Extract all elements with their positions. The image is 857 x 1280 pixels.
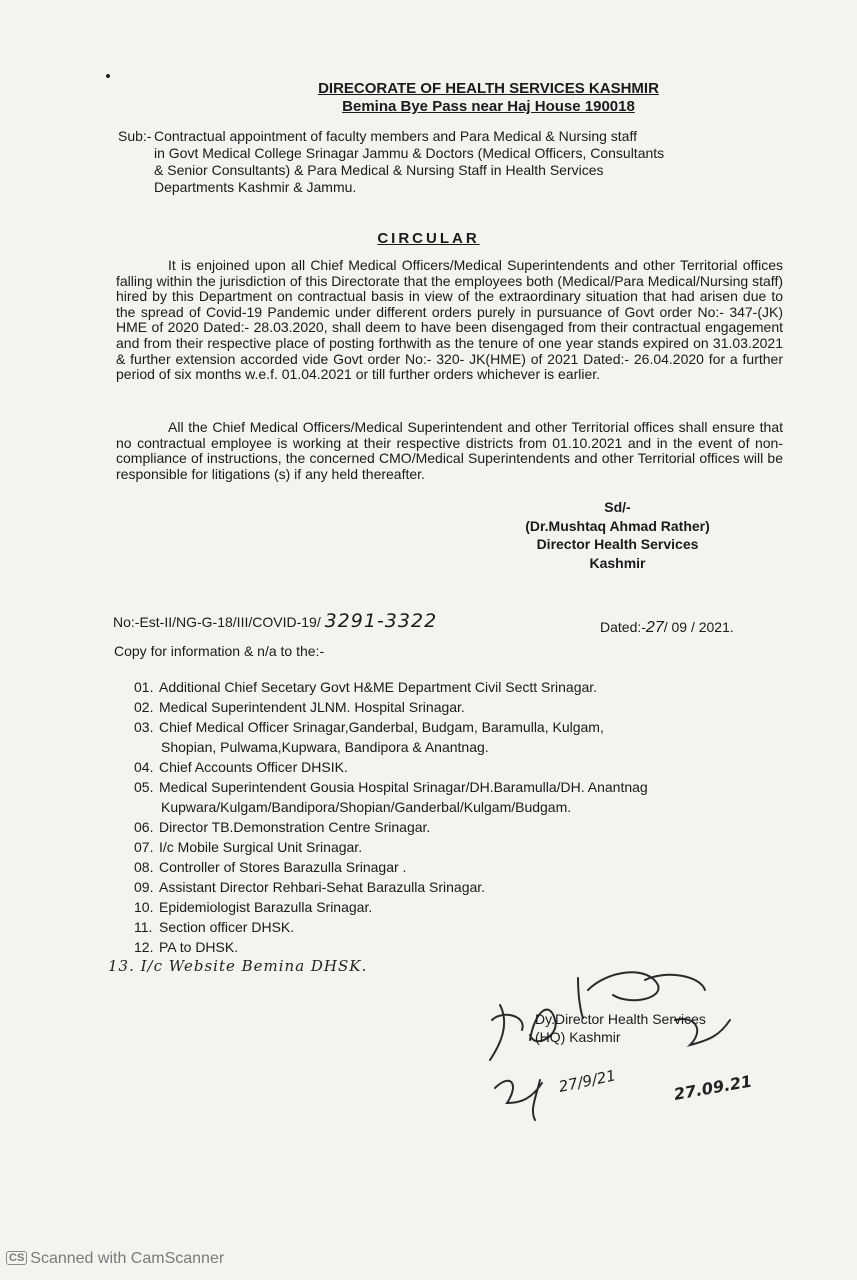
list-item-number: 06. (134, 819, 154, 835)
list-item-text: Director TB.Demonstration Centre Srinagar. (159, 819, 431, 835)
list-item (134, 857, 654, 877)
office-title: DIRECORATE OF HEALTH SERVICES KASHMIR (318, 80, 659, 97)
signatory-name: (Dr.Mushtaq Ahmad Rather) (525, 517, 710, 534)
circular-title: CIRCULAR (377, 230, 480, 247)
list-item-number: 05. (134, 779, 154, 795)
list-item-number: 10. (134, 899, 154, 915)
dated-line (600, 619, 734, 637)
official-stamp (535, 1010, 706, 1046)
office-address: Bemina Bye Pass near Haj House 190018 (342, 98, 635, 115)
subject-line: & Senior Consultants) & Para Medical & Nursing Staff in Health Services (154, 162, 604, 178)
list-item-text: Additional Chief Secetary Govt H&ME Department Civil Sectt Srinagar. (159, 679, 598, 695)
list-item-text: Epidemiologist Barazulla Srinagar. (159, 899, 373, 915)
scan-speck (106, 74, 110, 78)
list-item (134, 677, 654, 697)
list-item-continuation: Kupwara/Kulgam/Bandipora/Shopian/Ganderbal/Kulgam/Budgam. (161, 799, 572, 815)
reference-number (113, 610, 437, 632)
list-item (134, 917, 654, 937)
list-item-text: I/c Mobile Surgical Unit Srinagar. (159, 839, 363, 855)
list-item-text: Assistant Director Rehbari-Sehat Barazulla Srinagar. (159, 879, 486, 895)
list-item-text: Medical Superintendent JLNM. Hospital Srinagar. (159, 699, 465, 715)
paragraph-2-text: All the Chief Medical Officers/Medical Superintendent and other Territorial offices shall ensure that no contractual employee is working at their respective districts from 01.10.2021 and in the event of non- compliance of instructions, the concerned CMO/Medical Superintendents and other Territorial offices will be responsible for litigations (s) if any held thereafter. (116, 419, 783, 482)
handwritten-date-2: 27/9/21 (557, 1066, 618, 1096)
list-item-text: Section officer DHSK. (159, 919, 295, 935)
list-item (134, 697, 654, 717)
list-item (134, 897, 654, 917)
subject-line: Contractual appointment of faculty members and Para Medical & Nursing staff (154, 128, 637, 144)
list-item-number: 04. (134, 759, 154, 775)
handwritten-date-1: 27.09.21 (672, 1071, 754, 1104)
list-item-number: 07. (134, 839, 154, 855)
list-item (134, 937, 654, 957)
signatory-place: Kashmir (589, 554, 646, 571)
paragraph-2 (116, 420, 783, 482)
dated-rest: / 09 / 2021. (663, 619, 734, 635)
signatory-designation: Director Health Services (536, 536, 699, 552)
camscanner-logo-icon: CS (6, 1251, 27, 1265)
subject-line: Departments Kashmir & Jammu. (154, 179, 357, 195)
list-item (134, 717, 654, 757)
watermark-text: Scanned with CamScanner (30, 1250, 225, 1267)
list-item (134, 877, 654, 897)
reference-prefix: No:-Est-II/NG-G-18/III/COVID-19/ (113, 614, 321, 630)
stamp-line-2: (HQ) Kashmir (535, 1029, 621, 1045)
dated-label: Dated:- (600, 619, 646, 635)
copy-heading: Copy for information & n/a to the:- (114, 643, 325, 659)
list-item-number: 09. (134, 879, 154, 895)
handwritten-day: 27 (645, 619, 664, 636)
paragraph-1-text: It is enjoined upon all Chief Medical Officers/Medical Superintendents and other Territorial offices falling within the jurisdiction of this Directorate that the employees both (Medical/Para Medical/Nursing staff) hired by this Department on contractual basis in view of the extraordinary situation that had arisen due to the spread of Covid-19 Pandemic under different orders purely in pursuance of Govt order No:- 347-(JK) HME of 2020 Dated:- 28.03.2020, shall deem to have been disengaged from their contractual engagement and from their respective place of posting forthwith as the tenure of one year stands expired on 31.03.2021 & further extension accorded vide Govt order No:- 320- JK(HME) of 2021 Dated:- 26.04.2020 for a further period of six months w.e.f. 01.04.2021 or till further orders whichever is earlier. (116, 257, 783, 383)
list-item-text: Chief Accounts Officer DHSIK. (159, 759, 348, 775)
list-item (134, 777, 654, 817)
list-item-text: Controller of Stores Barazulla Srinagar . (159, 859, 407, 875)
list-item-text: PA to DHSK. (159, 939, 239, 955)
list-item-text: Chief Medical Officer Srinagar,Ganderbal, Budgam, Baramulla, Kulgam, (159, 719, 604, 735)
scanner-watermark (6, 1250, 224, 1268)
signature-scribbles (470, 960, 790, 1140)
paragraph-1 (116, 258, 783, 383)
list-item-text: Medical Superintendent Gousia Hospital Srinagar/DH.Baramulla/DH. Anantnag (159, 779, 648, 795)
subject-line: in Govt Medical College Srinagar Jammu & Doctors (Medical Officers, Consultants (154, 145, 665, 161)
handwritten-reference: 3291-3322 (324, 610, 438, 632)
list-item-number: 02. (134, 699, 154, 715)
list-item-number: 01. (134, 679, 154, 695)
subject-block (118, 128, 683, 196)
stamp-line-1: Dy.Director Health Services (535, 1011, 706, 1027)
list-item (134, 837, 654, 857)
copy-list (134, 677, 654, 957)
list-item-continuation: Shopian, Pulwama,Kupwara, Bandipora & Anantnag. (161, 739, 489, 755)
signature-block (510, 498, 725, 572)
subject-text (154, 128, 683, 196)
list-item-number: 12. (134, 939, 154, 955)
list-item (134, 757, 654, 777)
list-item (134, 817, 654, 837)
list-item-number: 11. (134, 919, 153, 935)
handwritten-item: 13. I/c Website Bemina DHSK. (108, 957, 368, 975)
list-item-number: 08. (134, 859, 154, 875)
list-item-number: 03. (134, 719, 154, 735)
subject-label: Sub:- (118, 128, 152, 144)
signature-sd: Sd/- (604, 499, 631, 515)
